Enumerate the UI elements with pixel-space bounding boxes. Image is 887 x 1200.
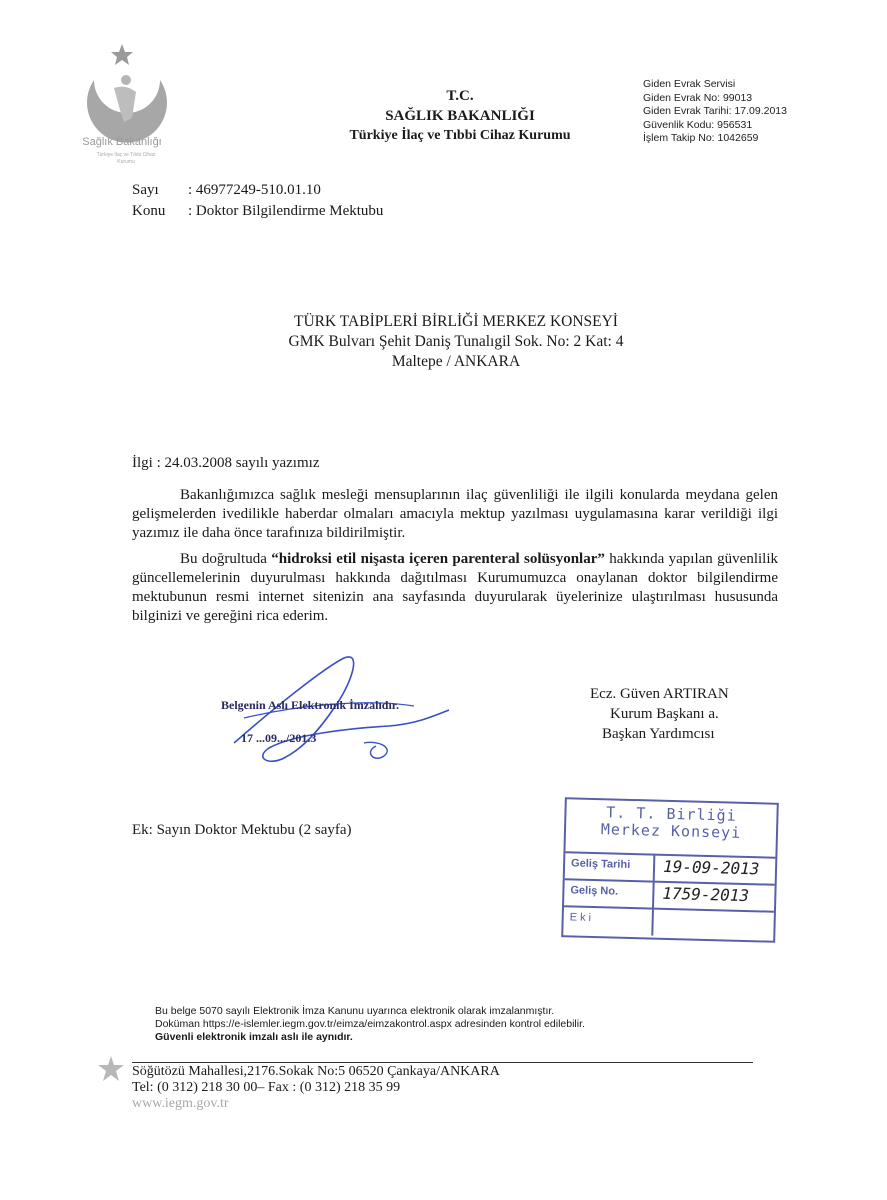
recipient-name: TÜRK TABİPLERİ BİRLİĞİ MERKEZ KONSEYİ — [294, 313, 618, 330]
stamp-row-attachment — [563, 905, 774, 938]
sayi-value: : 46977249-510.01.10 — [188, 182, 321, 198]
star-icon — [96, 1054, 126, 1084]
letter-body — [132, 486, 778, 633]
signer-title: Kurum Başkanı a. — [610, 706, 719, 722]
signature-block — [590, 684, 729, 744]
e-signature-note — [155, 1005, 585, 1044]
note-line-1: Bu belge 5070 sayılı Elektronik İmza Kanunu uyarınca elektronik olarak imzalanmıştır. — [155, 1005, 555, 1017]
recipient-block — [256, 312, 656, 372]
body-paragraph-1: Bakanlığımızca sağlık mesleği mensuplarının ilaç güvenliliği ile ilgili konularda meydana gelen gelişmelerden ivedilikle haberdar olmaları amacıyla mektup yazılması uygulamasına karar verildiği ilgi yazımız ile daha önce tarafınıza bildirilmiştir. — [132, 487, 778, 541]
note-line-2: Doküman https://e-islemler.iegm.gov.tr/eimza/eimzakontrol.aspx adresinden kontrol edilebilir. — [155, 1018, 585, 1030]
attachment-line: Ek: Sayın Doktor Mektubu (2 sayfa) — [132, 822, 352, 838]
signer-title-2: Başkan Yardımcısı — [602, 726, 715, 742]
stamp-number-label: Geliş No. — [570, 884, 619, 898]
meta-line: İşlem Takip No: 1042659 — [643, 132, 759, 144]
original-signed-note: Belgenin Aslı Elektronik İmzalıdır. — [221, 698, 400, 712]
konu-label: Konu — [132, 203, 166, 219]
original-signed-date: 17 ...09.../201.3 — [241, 731, 317, 745]
received-stamp — [561, 797, 779, 943]
stamp-title-2: Merkez Konseyi — [600, 820, 742, 842]
subject-block — [132, 180, 383, 222]
p2-pre: Bu doğrultuda — [180, 551, 272, 567]
header-tc: T.C. — [446, 88, 474, 104]
reference-line: İlgi : 24.03.2008 sayılı yazımız — [132, 455, 320, 471]
logo-subtitle: Türkiye İlaç ve Tıbbi Cihaz Kurumu — [96, 152, 156, 165]
stamp-title-1: T. T. Birliği — [606, 803, 737, 825]
stamp-date-value: 19-09-2013 — [662, 856, 760, 879]
recipient-address: GMK Bulvarı Şehit Daniş Tunalıgil Sok. No: 2 Kat: 4 — [288, 333, 624, 350]
handwritten-signature — [214, 648, 464, 778]
footer-address — [132, 1064, 500, 1112]
logo-name: Sağlık Bakanlığı — [82, 136, 162, 148]
recipient-city: Maltepe / ANKARA — [391, 353, 521, 370]
address-line: Söğütözü Mahallesi,2176.Sokak No:5 06520 Çankaya/ANKARA — [132, 1064, 500, 1079]
body-paragraph-2 — [132, 550, 778, 626]
stamp-attachment-label: Eki — [569, 911, 595, 925]
outgoing-metadata — [643, 78, 787, 146]
footer-divider — [132, 1062, 753, 1063]
konu-value: : Doktor Bilgilendirme Mektubu — [188, 203, 384, 219]
signer-name: Ecz. Güven ARTIRAN — [590, 686, 729, 702]
p2-post: hakkında yapılan güvenlilik güncellemelerinin duyurulması hakkında dağıtılması Kurumumuzca onaylanan doktor bilgilendirme mektubunun resmi internet sitenizin ana sayfasında duyurularak üyelerinize ulaştırılması hususunda bilginizi ve gereğini rica ederim. — [132, 551, 778, 624]
stamp-number-value: 1759-2013 — [662, 883, 750, 906]
phone-line: Tel: (0 312) 218 30 00– Fax : (0 312) 218 35 99 — [132, 1080, 401, 1095]
website-link[interactable]: www.iegm.gov.tr — [132, 1096, 229, 1111]
note-line-3: Güvenli elektronik imzalı aslı ile aynıdır. — [155, 1031, 353, 1043]
header-ministry: SAĞLIK BAKANLIĞI — [385, 108, 535, 124]
stamp-title — [566, 803, 777, 842]
meta-line: Giden Evrak Tarihi: 17.09.2013 — [643, 105, 787, 117]
p2-product: “hidroksi etil nişasta içeren parenteral solüsyonlar” — [271, 551, 605, 567]
meta-line: Giden Evrak Servisi — [643, 78, 736, 90]
header-agency: Türkiye İlaç ve Tıbbi Cihaz Kurumu — [349, 128, 571, 143]
stamp-date-label: Geliş Tarihi — [570, 857, 631, 871]
meta-line: Giden Evrak No: 99013 — [643, 91, 753, 104]
sayi-label: Sayı — [132, 182, 159, 198]
document-header — [300, 86, 620, 146]
meta-line: Güvenlik Kodu: 956531 — [643, 118, 753, 131]
